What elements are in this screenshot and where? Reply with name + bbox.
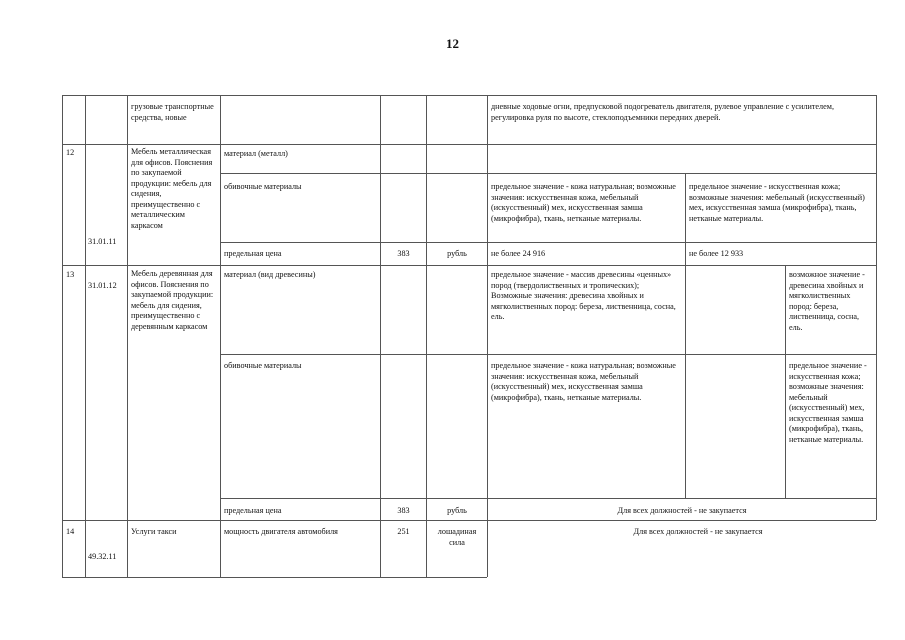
characteristic-name: предельная цена bbox=[224, 249, 282, 258]
characteristic-name: обивочные материалы bbox=[224, 182, 302, 191]
characteristic-value: предельное значение - искусственная кожа; возможные значения: мебельный (искусственный) мех, искусственная замша (микрофибра), ткань, нетканые материалы. bbox=[789, 361, 867, 444]
okpd-code: 49.32.11 bbox=[88, 552, 117, 561]
characteristic-name: обивочные материалы bbox=[224, 361, 302, 370]
row-border bbox=[220, 354, 876, 355]
column-border bbox=[127, 95, 128, 577]
product-name: Услуги такси bbox=[131, 527, 177, 536]
column-border bbox=[380, 95, 381, 577]
product-name: грузовые транспортные средства, новые bbox=[131, 102, 214, 122]
column-border bbox=[685, 173, 686, 265]
characteristic-name: мощность двигателя автомобиля bbox=[224, 527, 338, 536]
row-number: 13 bbox=[66, 270, 75, 279]
row-border bbox=[62, 95, 876, 96]
characteristic-value: предельное значение - кожа натуральная; возможные значения: искусственная кожа, мебельный (искусственный) мех, искусственная замша (микрофибра), ткань, нетканые материалы. bbox=[491, 182, 676, 223]
unit-name: рубль bbox=[447, 506, 467, 515]
row-border bbox=[62, 144, 876, 145]
row-number: 14 bbox=[66, 527, 75, 536]
okpd-code: 31.01.12 bbox=[88, 281, 117, 290]
column-border bbox=[785, 265, 786, 498]
column-border bbox=[487, 95, 488, 577]
okpd-code: 31.01.11 bbox=[88, 237, 117, 246]
column-border bbox=[62, 95, 63, 577]
characteristic-value: предельное значение - массив древесины «ценных» пород (твердолиственных и тропических); Возможные значения: древесина хвойных и мягколиственных пород: береза, лиственница, сосна, ель. bbox=[491, 270, 676, 321]
characteristic-value: дневные ходовые огни, предпусковой подогреватель двигателя, рулевое управление с усилителем, регулировка руля по высоте, стеклоподъемники передних дверей. bbox=[491, 102, 834, 122]
price-value: не более 24 916 bbox=[491, 249, 546, 258]
product-name: Мебель деревянная для офисов. Пояснения по закупаемой продукции: мебель для сидения, преимущественно с деревянным каркасом bbox=[131, 269, 214, 331]
row-border bbox=[62, 577, 487, 578]
column-border bbox=[426, 95, 427, 577]
unit-name: рубль bbox=[447, 249, 467, 258]
unit-name: лошадиная сила bbox=[437, 527, 477, 547]
row-border bbox=[220, 498, 876, 499]
okei-code: 383 bbox=[397, 506, 410, 515]
row-border bbox=[220, 173, 876, 174]
okei-code: 251 bbox=[397, 527, 410, 536]
characteristic-value: возможное значение - древесина хвойных и мягколиственных пород: береза, лиственница, сосна, ель. bbox=[789, 270, 865, 332]
price-value: не более 12 933 bbox=[689, 249, 744, 258]
characteristic-name: материал (металл) bbox=[224, 149, 288, 158]
column-border bbox=[85, 95, 86, 577]
row-border bbox=[62, 520, 876, 521]
column-border bbox=[876, 95, 877, 520]
product-name: Мебель металлическая для офисов. Пояснения по закупаемой продукции: мебель для сидения, преимущественно с металлическим каркасом bbox=[131, 147, 213, 230]
column-border bbox=[220, 95, 221, 577]
characteristic-value: предельное значение - кожа натуральная; возможные значения: искусственная кожа, мебельный (искусственный) мех, искусственная замша (микрофибра), ткань, нетканые материалы. bbox=[491, 361, 676, 402]
not-purchased-note: Для всех должностей - не закупается bbox=[633, 527, 763, 536]
not-purchased-note: Для всех должностей - не закупается bbox=[617, 506, 747, 515]
row-border bbox=[62, 265, 876, 266]
row-border bbox=[220, 242, 876, 243]
page-number: 12 bbox=[446, 36, 459, 51]
row-number: 12 bbox=[66, 148, 75, 157]
okei-code: 383 bbox=[397, 249, 410, 258]
characteristic-value: предельное значение - искусственная кожа; возможные значения: мебельный (искусственный) мех, искусственная замша (микрофибра), ткань, нетканые материалы. bbox=[689, 182, 865, 223]
characteristic-name: предельная цена bbox=[224, 506, 282, 515]
characteristic-name: материал (вид древесины) bbox=[224, 270, 316, 279]
column-border bbox=[685, 265, 686, 498]
